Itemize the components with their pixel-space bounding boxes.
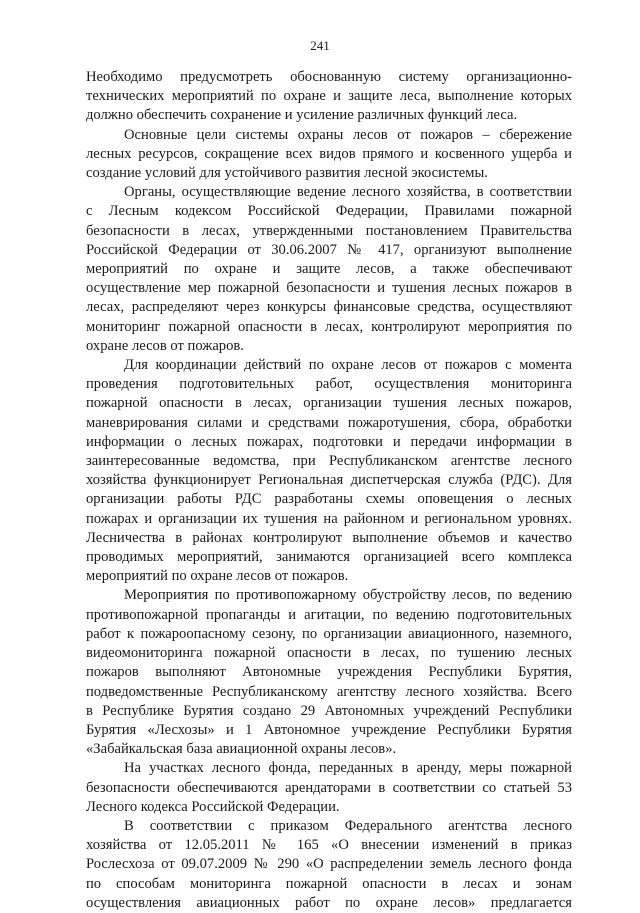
text-line: подведомственные Республиканскому агентству лесного хозяйства. Всего	[86, 683, 572, 700]
text-line: лесах, распределяют через конкурсы финансовые средства, осуществляют	[86, 299, 572, 316]
paragraph	[86, 126, 572, 184]
text-line: создание условий для устойчивого развития лесной экосистемы.	[86, 165, 488, 182]
paragraph	[86, 759, 572, 817]
text-line: по способам мониторинга пожарной опасности в лесах и зонам	[86, 875, 572, 892]
text-line: пожарах и организации их тушения на районном и региональном уровнях.	[86, 510, 572, 527]
paragraph	[86, 183, 572, 356]
text-line: осуществление мер пожарной безопасности и тушения лесных пожаров в	[86, 280, 572, 297]
text-line: Основные цели системы охраны лесов от пожаров – сбережение	[124, 126, 572, 143]
text-line: На участках лесного фонда, переданных в аренду, меры пожарной	[124, 760, 572, 777]
text-line: хозяйства от 12.05.2011 № 165 «О внесении изменений в приказ	[86, 837, 572, 854]
text-line: Органы, осуществляющие ведение лесного хозяйства, в соответствии	[124, 184, 572, 201]
text-line: Российской Федерации от 30.06.2007 № 417, организуют выполнение	[86, 241, 572, 258]
text-line: безопасности в лесах, утвержденными постановлением Правительства	[86, 222, 572, 239]
text-line: Необходимо предусмотреть обоснованную систему организационно-	[86, 69, 572, 85]
paragraph	[86, 586, 572, 759]
text-line: заинтересованные ведомства, при Республиканском агентстве лесного	[86, 453, 572, 470]
text-line: Лесного кодекса Российской Федерации.	[86, 798, 340, 815]
text-line: мероприятий по охране и защите лесов, а также обеспечивают	[86, 261, 572, 278]
text-line: с Лесным кодексом Российской Федерации, Правилами пожарной	[86, 203, 572, 220]
text-line: мониторинг пожарной опасности в лесах, контролируют мероприятия по	[86, 318, 572, 335]
text-line: маневрирования силами и средствами пожаротушения, сбора, обработки	[86, 414, 572, 431]
text-line: проводимых мероприятий, занимаются организацией всего комплекса	[86, 549, 572, 566]
text-line: мероприятий по охране лесов от пожаров.	[86, 568, 349, 585]
text-line: «Забайкальская база авиационной охраны лесов».	[86, 741, 397, 758]
text-line: работ к пожароопасному сезону, по организации авиационного, наземного,	[86, 625, 572, 642]
text-line: хозяйства функционирует Региональная диспетчерская служба (РДС). Для	[86, 472, 572, 489]
text-line: охране лесов от пожаров.	[86, 337, 244, 354]
text-line: пожарной опасности в лесах, организации тушения лесных пожаров,	[86, 395, 572, 412]
text-line: технических мероприятий по охране и защите леса, выполнение которых	[86, 88, 572, 105]
page-number: 241	[310, 38, 330, 53]
text-line: Лесничества в районах контролируют выполнение объемов и качество	[86, 529, 572, 546]
text-line: организации работы РДС разработаны схемы оповещения о лесных	[86, 491, 572, 508]
text-line: пожаров выполняют Автономные учреждения Республики Бурятия,	[86, 664, 572, 681]
text-line: В соответствии с приказом Федерального агентства лесного	[124, 817, 572, 834]
text-line: Рослесхоза от 09.07.2009 № 290 «О распределении земель лесного фонда	[86, 856, 572, 873]
text-line: противопожарной пропаганды и агитации, по ведению подготовительных	[86, 606, 572, 623]
text-line: должно обеспечить сохранение и усиление различных функций леса.	[86, 107, 518, 124]
paragraph	[86, 356, 572, 586]
text-line: Мероприятия по противопожарному обустройству лесов, по ведению	[124, 587, 572, 604]
text-line: безопасности обеспечиваются арендаторами в соответствии со статьей 53	[86, 779, 572, 796]
paragraph	[86, 817, 572, 913]
paragraph	[86, 68, 572, 126]
text-line: в Республике Бурятия создано 29 Автономных учреждений Республики	[86, 702, 572, 719]
document-body	[86, 68, 572, 913]
text-line: информации о лесных пожарах, подготовки и передачи информации в	[86, 433, 572, 450]
text-line: осуществления авиационных работ по охране лесов» предлагается	[86, 894, 572, 911]
text-line: Бурятия «Лесхозы» и 1 Автономное учреждение Республики Бурятия	[86, 721, 572, 738]
text-line: проведения подготовительных работ, осуществления мониторинга	[86, 376, 572, 393]
text-line: видеомониторинга пожарной опасности в лесах, по тушению лесных	[86, 645, 572, 662]
text-line: лесных ресурсов, сокращение всех видов прямого и косвенного ущерба и	[86, 145, 572, 162]
text-line: Для координации действий по охране лесов от пожаров с момента	[124, 357, 572, 374]
